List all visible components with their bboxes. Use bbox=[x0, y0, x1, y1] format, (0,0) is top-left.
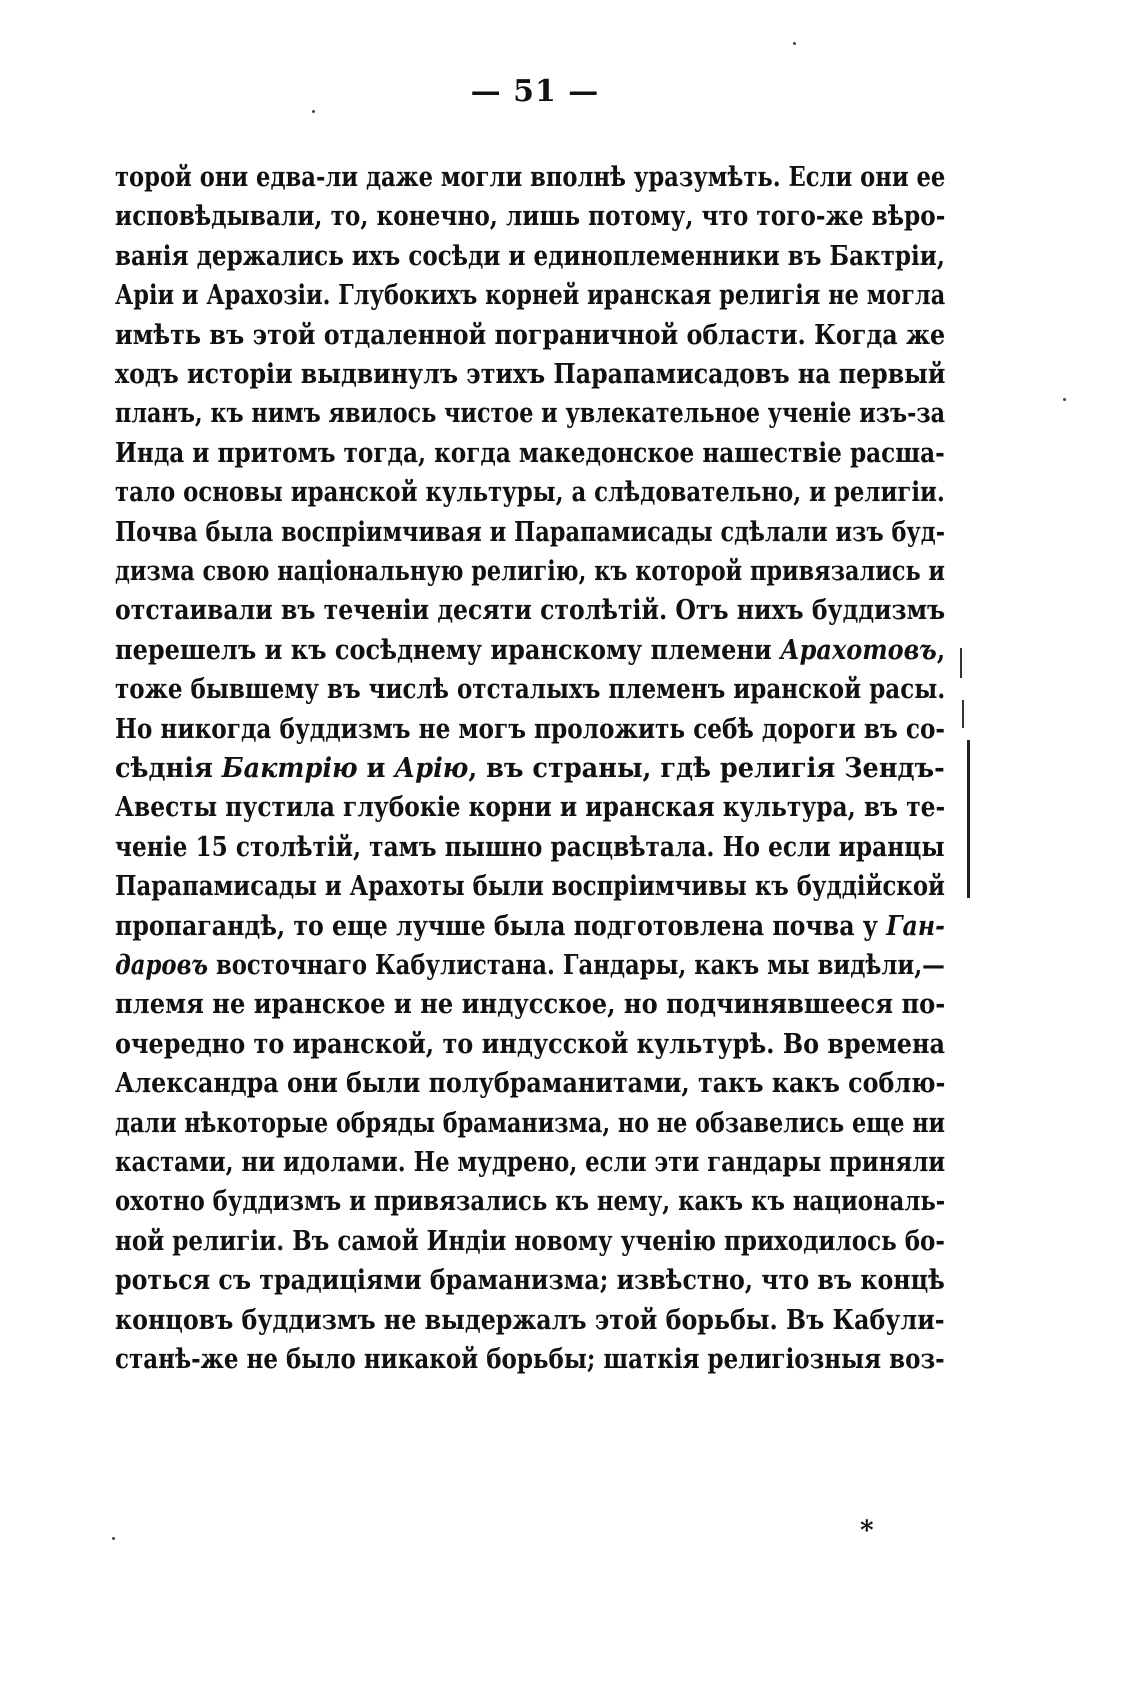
line-text: Инда и притомъ тогда, когда македонское нашествіе расша- bbox=[115, 437, 945, 469]
line-text: очередно то иранской, то индусской культурѣ. Во времена bbox=[115, 1028, 946, 1060]
speck bbox=[1063, 398, 1066, 401]
text-line bbox=[115, 473, 945, 513]
line-text: Александра они были полубраманитами, такъ какъ соблю- bbox=[115, 1068, 946, 1100]
text-line bbox=[115, 434, 945, 474]
text-line bbox=[115, 1104, 946, 1144]
text-line bbox=[115, 749, 945, 789]
line-text: Почва была воспріимчивая и Парапамисады сдѣлали изъ буд- bbox=[115, 516, 946, 548]
text-line bbox=[115, 552, 945, 592]
text-line bbox=[115, 1025, 946, 1065]
italic-term: Арію bbox=[394, 753, 469, 784]
text-line bbox=[115, 513, 946, 553]
line-text: , bbox=[936, 634, 946, 666]
text-line bbox=[115, 788, 946, 828]
line-text: Парапамисады и Арахоты были воспріимчивы къ буддійской bbox=[115, 871, 945, 903]
line-text: и bbox=[357, 753, 395, 784]
line-text: Аріи и Арахозіи. Глубокихъ корней иранская религія не могла bbox=[115, 280, 946, 312]
margin-tick bbox=[960, 648, 962, 678]
line-text: пропагандѣ, то еще лучше была подготовлена почва у bbox=[115, 910, 887, 942]
footer-asterisk: * bbox=[860, 1516, 874, 1546]
margin-mark bbox=[967, 740, 970, 898]
line-text: ходъ исторіи выдвинулъ этихъ Парапамисадовъ на первый bbox=[115, 359, 946, 390]
page-number: — 51 — bbox=[470, 74, 600, 109]
text-line bbox=[115, 394, 946, 434]
italic-term: даровъ bbox=[115, 950, 209, 981]
line-text: имѣть въ этой отдаленной пограничной области. Когда же bbox=[115, 319, 946, 351]
line-text: концовъ буддизмъ не выдержалъ этой борьбы. Въ Кабули- bbox=[115, 1304, 945, 1336]
line-text: Авесты пустила глубокіе корни и иранская культура, въ те- bbox=[115, 792, 946, 824]
line-text: , въ страны, гдѣ религія Зендъ- bbox=[468, 753, 945, 784]
speck bbox=[312, 110, 315, 113]
line-text: ной религіи. Въ самой Индіи новому ученію приходилось бо- bbox=[115, 1225, 945, 1257]
text-line bbox=[115, 1301, 945, 1341]
line-text: ванія держались ихъ сосѣди и единоплеменники въ Бактріи, bbox=[115, 240, 945, 272]
text-line bbox=[115, 1340, 945, 1380]
line-text: охотно буддизмъ и привязались къ нему, какъ къ националь- bbox=[115, 1186, 946, 1218]
line-text: тоже бывшему въ числѣ отсталыхъ племенъ иранской расы. bbox=[115, 674, 946, 706]
margin-tick bbox=[962, 700, 964, 728]
line-text: сѣднія bbox=[115, 753, 222, 784]
text-line bbox=[115, 907, 945, 947]
italic-term: Ган- bbox=[886, 910, 945, 942]
line-text: исповѣдывали, то, конечно, лишь потому, что того-же вѣро- bbox=[115, 201, 946, 233]
line-text: станѣ-же не было никакой борьбы; шаткія религіозныя воз- bbox=[115, 1344, 945, 1375]
line-text: ченіе 15 столѣтій, тамъ пышно расцвѣтала. Но если иранцы bbox=[115, 831, 945, 863]
text-line bbox=[115, 985, 946, 1025]
line-text: тало основы иранской культуры, а слѣдовательно, и религіи. bbox=[115, 477, 945, 509]
text-line bbox=[115, 1143, 946, 1183]
text-line bbox=[115, 867, 945, 907]
line-text: планъ, къ нимъ явилось чистое и увлекательное ученіе изъ-за bbox=[115, 398, 946, 430]
text-line bbox=[115, 197, 946, 237]
text-line bbox=[115, 355, 946, 395]
line-text: перешелъ и къ сосѣднему иранскому племени bbox=[115, 634, 781, 666]
line-text: восточнаго Кабулистана. Гандары, какъ мы видѣли,— bbox=[208, 950, 945, 981]
line-text: Но никогда буддизмъ не могъ проложить себѣ дороги въ со- bbox=[115, 713, 946, 745]
text-line bbox=[115, 316, 946, 356]
text-line bbox=[115, 670, 946, 710]
text-line bbox=[115, 237, 945, 277]
text-line bbox=[115, 828, 945, 868]
text-line bbox=[115, 276, 946, 316]
line-text: дизма свою національную религію, къ которой привязались и bbox=[115, 556, 945, 587]
line-text: отстаивали въ теченіи десяти столѣтій. Отъ нихъ буддизмъ bbox=[115, 595, 946, 627]
speck bbox=[793, 42, 796, 45]
italic-term: Арахотовъ bbox=[780, 634, 937, 666]
line-text: роться съ традиціями браманизма; извѣстно, что въ концѣ bbox=[115, 1265, 945, 1297]
text-line bbox=[115, 1222, 945, 1262]
text-line bbox=[115, 710, 946, 750]
line-text: торой они едва-ли даже могли вполнѣ уразумѣть. Если они ее bbox=[115, 162, 946, 193]
text-line bbox=[115, 1261, 945, 1301]
speck bbox=[112, 1537, 115, 1540]
text-line bbox=[115, 1182, 946, 1222]
line-text: дали нѣкоторые обряды браманизма, но не обзавелись еще ни bbox=[115, 1107, 946, 1139]
text-line bbox=[115, 946, 945, 986]
line-text: племя не иранское и не индусское, но подчинявшееся по- bbox=[115, 989, 946, 1021]
italic-term: Бактрію bbox=[221, 753, 358, 784]
text-line bbox=[115, 591, 946, 631]
text-line bbox=[115, 158, 946, 198]
text-line bbox=[115, 631, 946, 671]
line-text: кастами, ни идолами. Не мудрено, если эти гандары приняли bbox=[115, 1147, 946, 1178]
text-line bbox=[115, 1064, 946, 1104]
